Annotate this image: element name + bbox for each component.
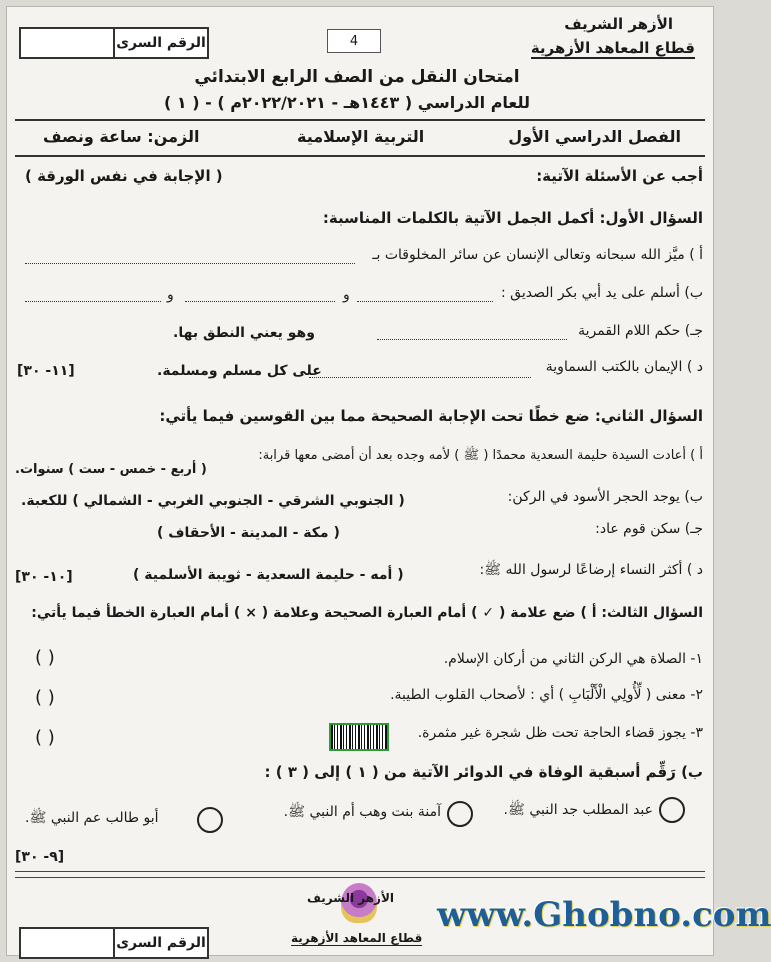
q1-marks: [١١- ٣٠] — [17, 363, 75, 379]
q3-statement-3: ٣- يجوز قضاء الحاجة تحت ظل شجرة غير مثمرة. — [417, 725, 703, 741]
serial-number-box[interactable] — [19, 27, 209, 59]
q1-c-blank[interactable] — [377, 339, 567, 340]
q3-option-3: أبو طالب عم النبي ﷺ. — [25, 810, 159, 826]
q1-title: السؤال الأول: أكمل الجمل الآتية بالكلمات المناسبة: — [322, 209, 703, 227]
subject: التربية الإسلامية — [297, 127, 425, 146]
duration: الزمن: ساعة ونصف — [43, 127, 200, 146]
q3-b-title: ب) رَقِّم أسبقية الوفاة في الدوائر الآتية من ( ١ ) إلى ( ٣ ) : — [264, 763, 703, 781]
q1-c-start: جـ) حكم اللام القمرية — [578, 323, 703, 339]
footer-serial-box[interactable] — [19, 927, 209, 959]
divider — [15, 155, 705, 157]
q2-a-text: أ ) أعادت السيدة حليمة السعدية محمدًا ( ﷺ ) لأمه وجده بعد أن أمضى معها قرابة: — [258, 448, 703, 463]
q2-c-options[interactable]: ( مكة - المدينة - الأحقاف ) — [157, 525, 340, 541]
q2-b-text: ب) يوجد الحجر الأسود في الركن: — [507, 489, 703, 505]
order-circle-3[interactable] — [197, 807, 223, 833]
q3-answer-3[interactable]: ( ) — [35, 727, 55, 748]
q2-a-options[interactable]: ( أربع - خمس - ست ) سنوات. — [15, 462, 207, 477]
answer-on-sheet-note: ( الإجابة في نفس الورقة ) — [25, 167, 223, 185]
q2-title: السؤال الثاني: ضع خطًا تحت الإجابة الصحيحة مما بين القوسين فيما يأتي: — [159, 407, 703, 425]
q1-d-start: د ) الإيمان بالكتب السماوية — [545, 359, 703, 375]
divider — [15, 119, 705, 121]
divider — [15, 871, 705, 872]
q3-answer-2[interactable]: ( ) — [35, 687, 55, 708]
q3-option-2: آمنة بنت وهب أم النبي ﷺ. — [283, 804, 441, 820]
divider — [15, 877, 705, 878]
exam-paper — [6, 6, 771, 956]
q1-b-text: ب) أسلم على يد أبي بكر الصديق : — [500, 285, 703, 301]
instructions-text: أجب عن الأسئلة الآتية: — [536, 167, 703, 185]
q3-answer-1[interactable]: ( ) — [35, 647, 55, 668]
footer-stamp-line-2: قطاع المعاهد الأزهرية — [291, 931, 423, 945]
footer-stamp-line-1: الأزهر الشريف — [307, 891, 395, 905]
page-number: 4 — [327, 29, 381, 53]
q2-c-text: جـ) سكن قوم عاد: — [595, 521, 703, 537]
q2-d-text: د ) أكثر النساء إرضاعًا لرسول الله ﷺ: — [479, 562, 703, 578]
q2-b-options[interactable]: ( الجنوبي الشرقي - الجنوبي الغربي - الشمالي ) للكعبة. — [21, 493, 405, 509]
q3-statement-2: ٢- معنى ( لِّأُولِي الْأَلْبَابِ ) أي : لأصحاب القلوب الطيبة. — [390, 687, 703, 703]
q1-d-blank[interactable] — [309, 377, 531, 378]
q1-b-blank-1[interactable] — [357, 301, 493, 302]
institution-line-1: الأزهر الشريف — [564, 15, 673, 33]
q1-b-and: و — [167, 287, 174, 303]
q2-d-options[interactable]: ( أمه - حليمة السعدية - ثويبة الأسلمية ) — [133, 567, 404, 583]
q3-option-1: عبد المطلب جد النبي ﷺ. — [503, 802, 653, 818]
q3-marks: [٩- ٣٠] — [15, 849, 65, 865]
semester: الفصل الدراسي الأول — [508, 127, 681, 146]
serial-number-label: الرقم السرى — [113, 29, 207, 57]
q1-c-end: وهو يعني النطق بها. — [173, 325, 315, 341]
institution-line-2: قطاع المعاهد الأزهرية — [530, 39, 695, 57]
barcode-sticker — [329, 723, 389, 751]
q2-marks: [١٠- ٣٠] — [15, 569, 73, 585]
q1-b-blank-2[interactable] — [185, 301, 335, 302]
order-circle-1[interactable] — [659, 797, 685, 823]
academic-year: للعام الدراسي ( ١٤٤٣هـ - ٢٠٢٢/٢٠٢١م ) - ( ١ ) — [164, 93, 530, 112]
exam-title: امتحان النقل من الصف الرابع الابتدائي — [194, 67, 520, 87]
q1-d-end: على كل مسلم ومسلمة. — [157, 363, 322, 379]
q3-title: السؤال الثالث: أ ) ضع علامة ( ✓ ) أمام العبارة الصحيحة وعلامة ( × ) أمام العبارة الخطأ فيما يأتي: — [31, 605, 703, 621]
q1-b-blank-3[interactable] — [25, 301, 161, 302]
order-circle-2[interactable] — [447, 801, 473, 827]
footer-serial-label: الرقم السرى — [113, 929, 207, 957]
q3-statement-1: ١- الصلاة هي الركن الثاني من أركان الإسلام. — [443, 651, 703, 667]
q1-a-text: أ ) ميَّز الله سبحانه وتعالى الإنسان عن سائر المخلوقات بـ — [372, 247, 703, 263]
q1-a-blank[interactable] — [25, 263, 355, 264]
site-watermark: www.Ghobno.com — [437, 895, 771, 935]
q1-b-and: و — [343, 287, 350, 303]
